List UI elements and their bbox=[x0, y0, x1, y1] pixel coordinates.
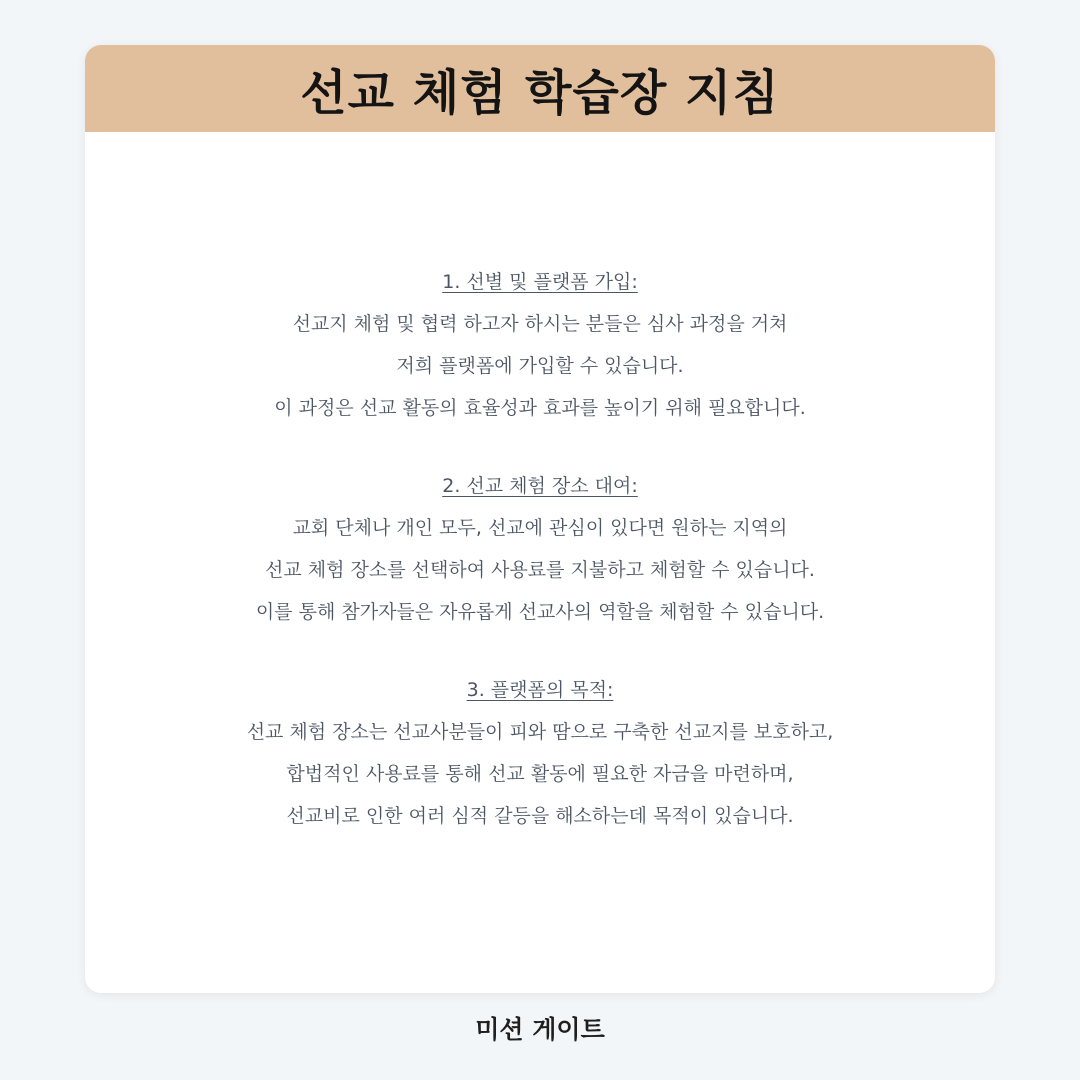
section-rental bbox=[256, 465, 824, 633]
section-heading: 3. 플랫폼의 목적: bbox=[466, 678, 614, 701]
card-body bbox=[85, 132, 995, 993]
section-text-line: 이 과정은 선교 활동의 효율성과 효과를 높이기 위해 필요합니다. bbox=[274, 396, 806, 419]
footer-brand-caption: 미션 게이트 bbox=[475, 1015, 605, 1044]
section-purpose bbox=[247, 669, 834, 837]
section-registration bbox=[274, 261, 806, 429]
section-heading: 1. 선별 및 플랫폼 가입: bbox=[442, 270, 638, 293]
section-heading: 2. 선교 체험 장소 대여: bbox=[442, 474, 638, 497]
card-header bbox=[85, 45, 995, 132]
section-text-line: 선교비로 인한 여러 심적 갈등을 해소하는데 목적이 있습니다. bbox=[286, 804, 794, 827]
section-text-line: 합법적인 사용료를 통해 선교 활동에 필요한 자금을 마련하며, bbox=[286, 762, 794, 785]
page-title: 선교 체험 학습장 지침 bbox=[300, 65, 780, 121]
section-text-line: 선교지 체험 및 협력 하고자 하시는 분들은 심사 과정을 거쳐 bbox=[292, 312, 788, 335]
section-text-line: 교회 단체나 개인 모두, 선교에 관심이 있다면 원하는 지역의 bbox=[292, 516, 788, 539]
section-text-line: 선교 체험 장소를 선택하여 사용료를 지불하고 체험할 수 있습니다. bbox=[265, 558, 815, 581]
section-text-line: 저희 플랫폼에 가입할 수 있습니다. bbox=[396, 354, 684, 377]
section-text-line: 선교 체험 장소는 선교사분들이 피와 땀으로 구축한 선교지를 보호하고, bbox=[246, 720, 834, 743]
section-text-line: 이를 통해 참가자들은 자유롭게 선교사의 역할을 체험할 수 있습니다. bbox=[255, 600, 825, 623]
guideline-card bbox=[85, 45, 995, 993]
